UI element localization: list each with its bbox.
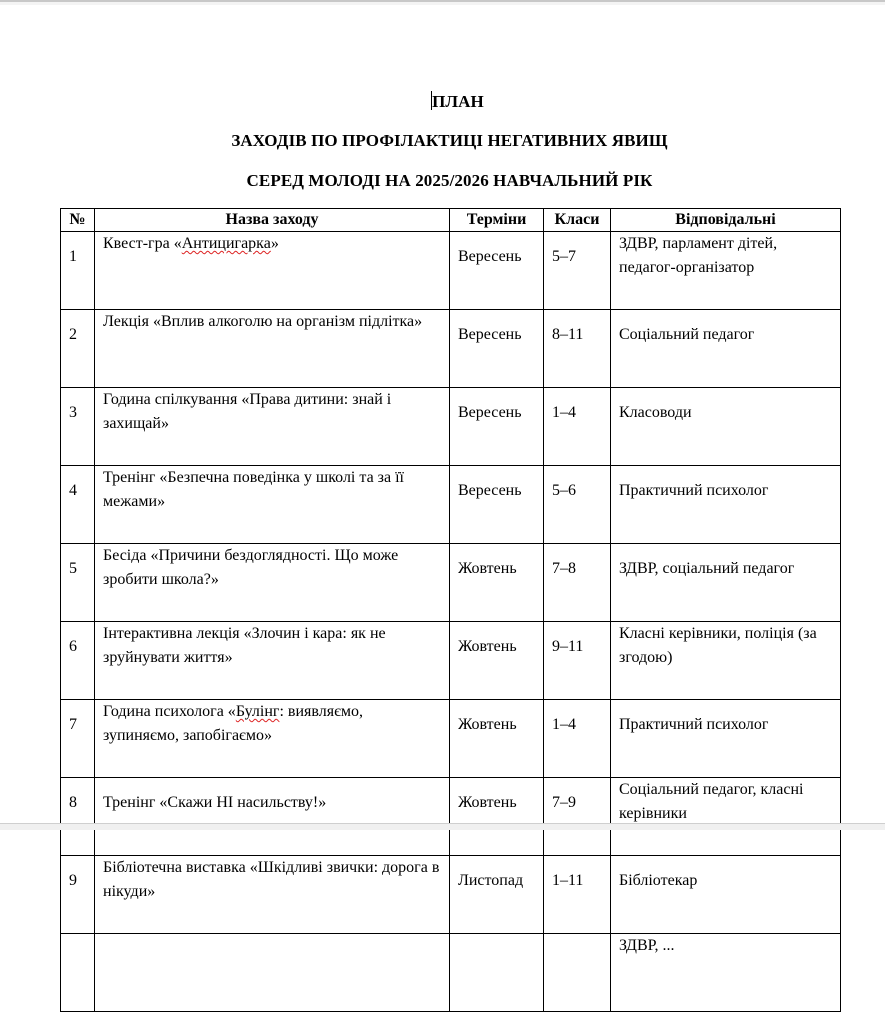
row-terms-cell[interactable]: Жовтень bbox=[450, 544, 544, 622]
row-terms-cell[interactable]: Жовтень bbox=[450, 778, 544, 856]
row-num-cell: 3 bbox=[61, 388, 95, 466]
row-classes-cell[interactable] bbox=[544, 934, 611, 1012]
table-row bbox=[61, 310, 841, 388]
row-name-part: : виявляємо, зупиняємо, запобігаємо» bbox=[103, 703, 364, 744]
row-num-cell: 7 bbox=[61, 700, 95, 778]
row-responsible-cell[interactable]: ЗДВР, парламент дітей, педагог-організатор bbox=[611, 232, 841, 310]
row-classes-cell[interactable]: 7–9 bbox=[544, 778, 611, 856]
row-name-cell[interactable] bbox=[95, 232, 450, 310]
row-num-cell: 6 bbox=[61, 622, 95, 700]
row-num: 1 bbox=[69, 248, 77, 265]
row-num-cell: 8 bbox=[61, 778, 95, 856]
header-num: № bbox=[61, 209, 95, 232]
row-responsible-cell[interactable]: ЗДВР, соціальний педагог bbox=[611, 544, 841, 622]
row-name-part: Квест-гра « bbox=[103, 235, 182, 252]
row-responsible-cell[interactable]: Класоводи bbox=[611, 388, 841, 466]
table-row bbox=[61, 700, 841, 778]
row-num-cell bbox=[61, 232, 95, 310]
row-name-cell[interactable]: Лекція «Вплив алкоголю на організм підлітка» bbox=[95, 310, 450, 388]
row-classes-cell[interactable] bbox=[544, 232, 611, 310]
row-classes-cell[interactable]: 5–6 bbox=[544, 466, 611, 544]
row-name-cell[interactable]: Бібліотечна виставка «Шкідливі звички: дорога в нікуди» bbox=[95, 856, 450, 934]
table-row-partial bbox=[61, 934, 841, 1012]
row-name-cell[interactable] bbox=[95, 700, 450, 778]
header-name: Назва заходу bbox=[95, 209, 450, 232]
row-terms-cell[interactable]: Жовтень bbox=[450, 700, 544, 778]
row-terms-cell[interactable]: Вересень bbox=[450, 466, 544, 544]
row-name-cell[interactable]: Бесіда «Причини бездоглядності. Що може зробити школа?» bbox=[95, 544, 450, 622]
title-line-2: ЗАХОДІВ ПО ПРОФІЛАКТИЦІ НЕГАТИВНИХ ЯВИЩ bbox=[231, 131, 668, 150]
row-responsible-cell[interactable]: Практичний психолог bbox=[611, 700, 841, 778]
row-classes-cell[interactable]: 1–11 bbox=[544, 856, 611, 934]
row-terms-cell[interactable] bbox=[450, 232, 544, 310]
row-num: 2 bbox=[69, 326, 77, 343]
table-row bbox=[61, 232, 841, 310]
row-name-cell[interactable]: Година спілкування «Права дитини: знай і захищай» bbox=[95, 388, 450, 466]
row-responsible-cell[interactable]: ЗДВР, ... bbox=[611, 934, 841, 1012]
table-row bbox=[61, 544, 841, 622]
row-responsible-cell[interactable]: Соціальний педагог, класні керівники bbox=[611, 778, 841, 856]
title-plan-text: ПЛАН bbox=[432, 92, 484, 111]
row-name-cell[interactable]: Інтерактивна лекція «Злочин і кара: як не зруйнувати життя» bbox=[95, 622, 450, 700]
row-terms-cell[interactable]: Вересень bbox=[450, 310, 544, 388]
row-name-cell[interactable] bbox=[95, 934, 450, 1012]
row-num-cell bbox=[61, 310, 95, 388]
header-terms: Терміни bbox=[450, 209, 544, 232]
row-num-cell bbox=[61, 934, 95, 1012]
table-header-row bbox=[61, 209, 841, 232]
table-row bbox=[61, 856, 841, 934]
row-responsible-cell[interactable]: Бібліотекар bbox=[611, 856, 841, 934]
table-row bbox=[61, 622, 841, 700]
table-row bbox=[61, 466, 841, 544]
spelling-error-word[interactable]: Булінг bbox=[235, 703, 280, 720]
row-classes-cell[interactable]: 1–4 bbox=[544, 700, 611, 778]
plan-table bbox=[60, 208, 841, 1012]
row-name-part: Година психолога « bbox=[103, 703, 236, 720]
row-classes-cell[interactable]: 9–11 bbox=[544, 622, 611, 700]
row-classes-cell[interactable]: 7–8 bbox=[544, 544, 611, 622]
title-plan bbox=[15, 91, 885, 112]
row-num-cell: 5 bbox=[61, 544, 95, 622]
row-terms-cell[interactable]: Жовтень bbox=[450, 622, 544, 700]
header-classes: Класи bbox=[544, 209, 611, 232]
row-classes-cell[interactable]: 1–4 bbox=[544, 388, 611, 466]
spelling-error-word[interactable]: Антицигарка bbox=[181, 235, 271, 252]
row-name-part: » bbox=[270, 235, 279, 252]
row-terms-cell[interactable]: Листопад bbox=[450, 856, 544, 934]
table-row bbox=[61, 388, 841, 466]
row-classes-cell[interactable]: 8–11 bbox=[544, 310, 611, 388]
row-name-cell[interactable]: Тренінг «Безпечна поведінка у школі та за її межами» bbox=[95, 466, 450, 544]
row-name-cell[interactable]: Тренінг «Скажи НІ насильству!» bbox=[95, 778, 450, 856]
row-terms: Вересень bbox=[458, 248, 522, 265]
row-classes: 5–7 bbox=[552, 248, 576, 265]
row-terms-cell[interactable]: Вересень bbox=[450, 388, 544, 466]
title-line-3: СЕРЕД МОЛОДІ НА 2025/2026 НАВЧАЛЬНИЙ РІК bbox=[246, 171, 653, 190]
row-responsible-cell[interactable]: Класні керівники, поліція (за згодою) bbox=[611, 622, 841, 700]
row-responsible-cell[interactable]: Соціальний педагог bbox=[611, 310, 841, 388]
row-num-cell: 9 bbox=[61, 856, 95, 934]
table-row bbox=[61, 778, 841, 856]
header-responsible: Відповідальні bbox=[611, 209, 841, 232]
row-num-cell: 4 bbox=[61, 466, 95, 544]
row-terms-cell[interactable] bbox=[450, 934, 544, 1012]
row-responsible-cell[interactable]: Практичний психолог bbox=[611, 466, 841, 544]
